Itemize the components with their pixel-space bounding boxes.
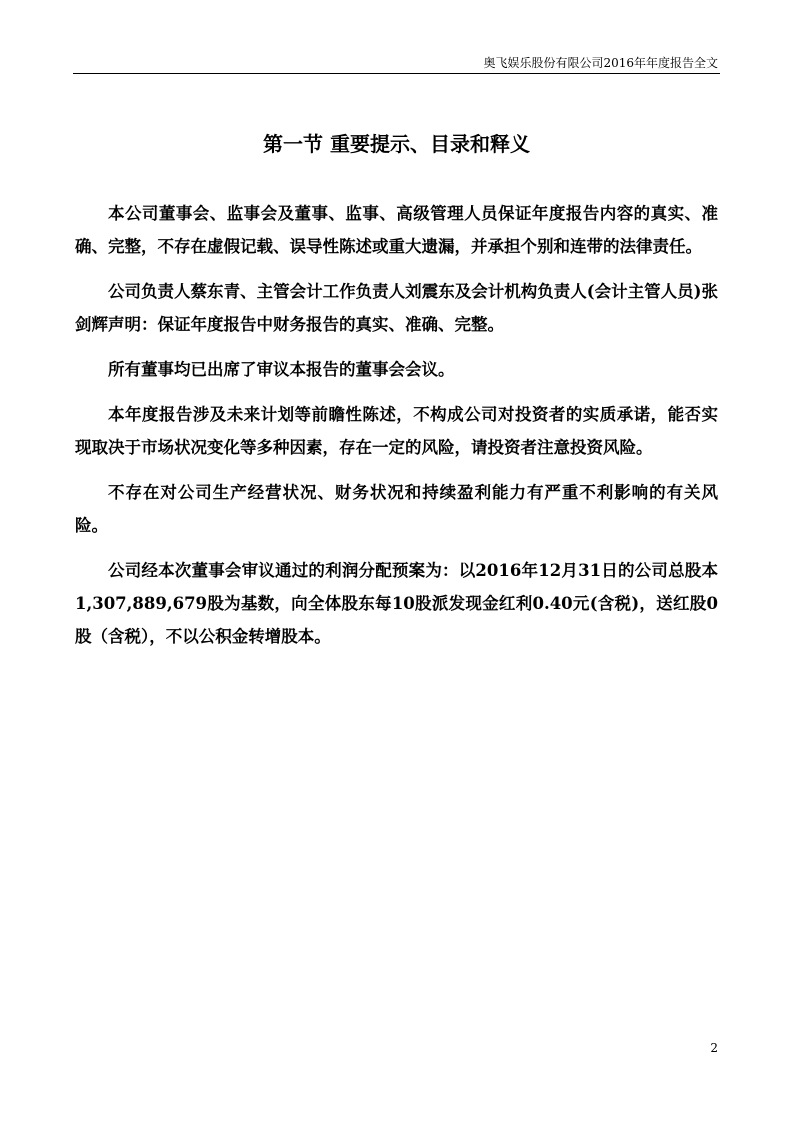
section-title: 第一节 重要提示、目录和释义 bbox=[263, 132, 530, 156]
paragraph-board-attendance: 所有董事均已出席了审议本报告的董事会会议。 bbox=[108, 360, 455, 379]
running-header: 奥飞娱乐股份有限公司2016年年度报告全文 bbox=[483, 56, 718, 70]
header-rule bbox=[73, 73, 720, 74]
body-text bbox=[75, 197, 718, 665]
page-number: 2 bbox=[710, 1041, 718, 1055]
paragraph-risk-statement: 不存在对公司生产经营状况、财务状况和持续盈利能力有严重不利影响的有关风险。 bbox=[75, 483, 718, 535]
paragraph-forward-looking-statement: 本年度报告涉及未来计划等前瞻性陈述，不构成公司对投资者的实质承诺，能否实现取决于市场状况变化等多种因素，存在一定的风险，请投资者注意投资风险。 bbox=[75, 405, 718, 457]
paragraph-responsibility-statement: 本公司董事会、监事会及董事、监事、高级管理人员保证年度报告内容的真实、准确、完整，不存在虚假记载、误导性陈述或重大遗漏，并承担个别和连带的法律责任。 bbox=[75, 204, 718, 256]
paragraph-financial-report-declaration: 公司负责人蔡东青、主管会计工作负责人刘震东及会计机构负责人(会计主管人员)张剑辉声明：保证年度报告中财务报告的真实、准确、完整。 bbox=[75, 282, 718, 334]
paragraph-profit-distribution: 公司经本次董事会审议通过的利润分配预案为：以2016年12月31日的公司总股本1,307,889,679股为基数，向全体股东每10股派发现金红利0.40元(含税)，送红股0股（含税），不以公积金转增股本。 bbox=[75, 561, 718, 646]
